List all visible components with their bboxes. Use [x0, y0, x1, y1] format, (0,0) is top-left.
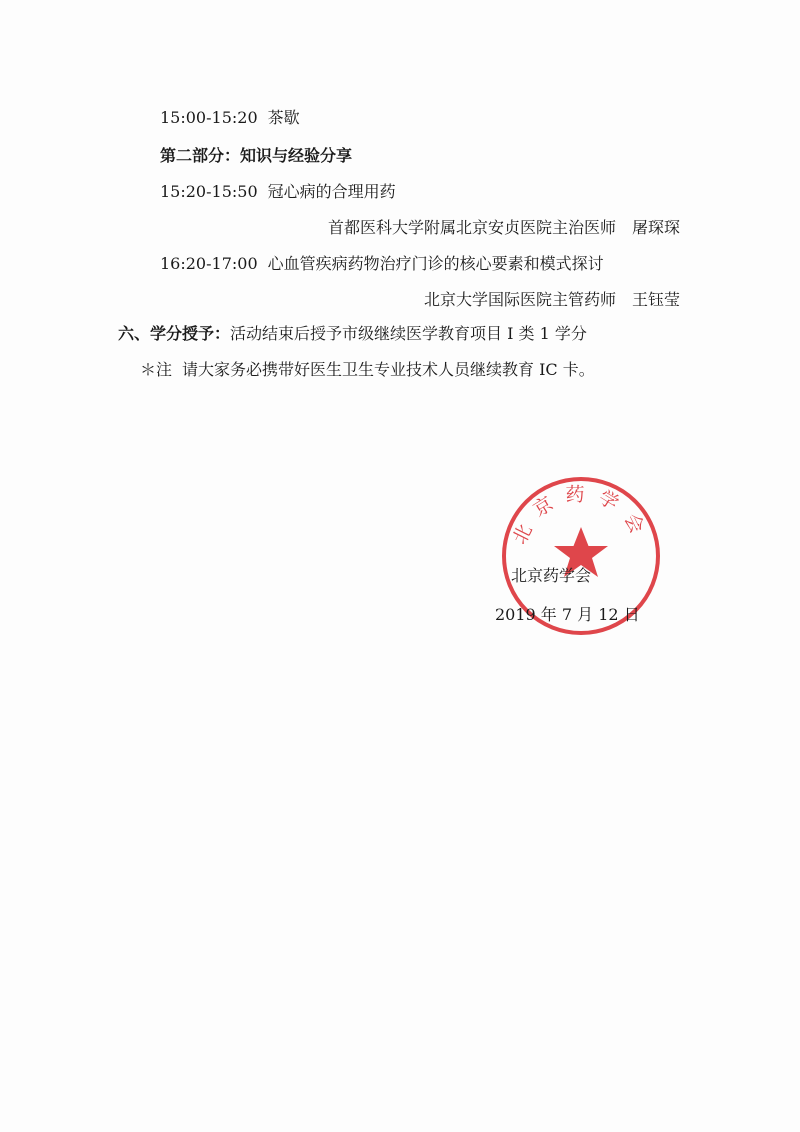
- talk1-speaker-name: 屠琛琛: [631, 218, 680, 237]
- note-marker: ＊注: [140, 360, 173, 379]
- credits-line: [118, 324, 587, 344]
- credits-heading: 六、学分授予：: [118, 324, 231, 343]
- note-line: [140, 360, 595, 380]
- note-text: 请大家务必携带好医生卫生专业技术人员继续教育 IC 卡。: [182, 360, 595, 379]
- tea-break-label: 茶歇: [267, 108, 300, 127]
- signature-date: 2019 年 7 月 12 日: [495, 605, 640, 624]
- talk1-speaker-affiliation: 首都医科大学附属北京安贞医院主治医师: [327, 218, 616, 237]
- part-two-heading: 第二部分：知识与经验分享: [160, 146, 353, 165]
- signature-org: 北京药学会: [511, 566, 592, 585]
- talk2-speaker-affiliation: 北京大学国际医院主管药师: [423, 290, 616, 309]
- talk1-time: 15:20-15:50: [160, 182, 258, 201]
- seal-text: 北京药学会: [508, 483, 654, 548]
- talk2-time: 16:20-17:00: [160, 254, 258, 273]
- talk2-title: 心血管疾病药物治疗门诊的核心要素和模式探讨: [267, 254, 604, 273]
- talk2-speaker-line: [424, 290, 680, 310]
- credits-text: 活动结束后授予市级继续医学教育项目 I 类 1 学分: [230, 324, 587, 343]
- talk1-title: 冠心病的合理用药: [267, 182, 396, 201]
- tea-break-line: [160, 108, 300, 128]
- talk1-speaker-line: [328, 218, 680, 238]
- talk1-line: [160, 182, 396, 202]
- talk2-line: [160, 254, 604, 274]
- talk2-speaker-name: 王钰莹: [631, 290, 680, 309]
- tea-break-time: 15:00-15:20: [160, 108, 258, 127]
